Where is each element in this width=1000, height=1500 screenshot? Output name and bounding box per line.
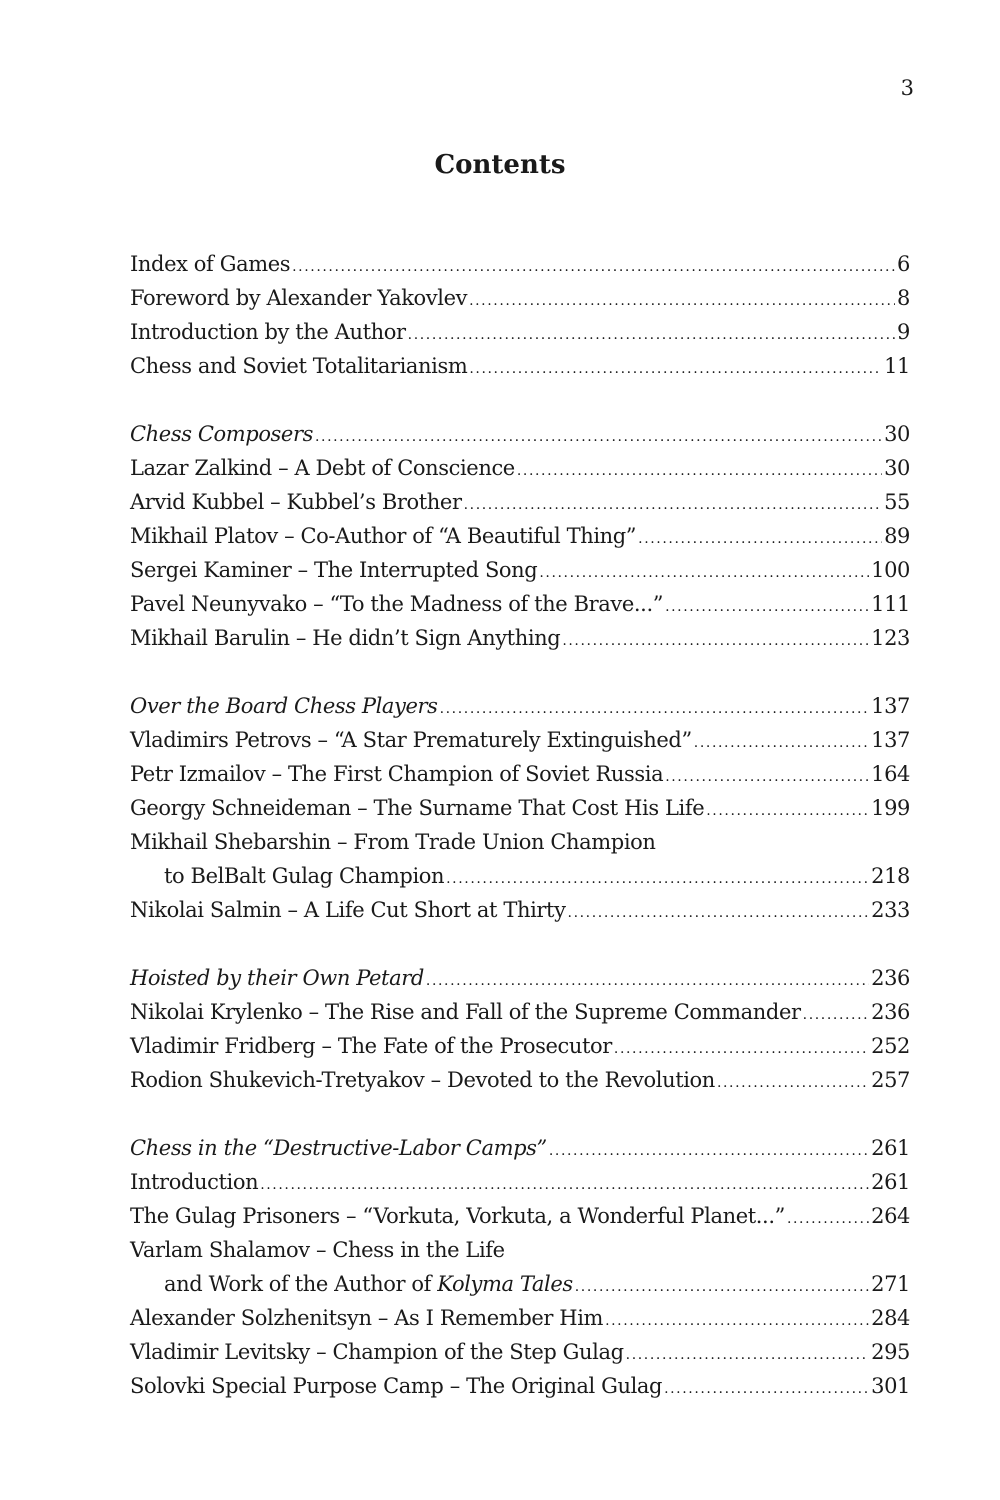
dot-leader <box>664 1372 869 1406</box>
toc-entry-title: Georgy Schneideman – The Surname That Cost His Life <box>130 796 705 820</box>
dot-leader <box>469 352 882 386</box>
toc-entry-title-line1[interactable]: Varlam Shalamov – Chess in the Life <box>130 1238 505 1262</box>
toc-entry[interactable] <box>130 1369 910 1403</box>
toc-entry-title: Alexander Solzhenitsyn – As I Remember Him <box>130 1306 604 1330</box>
toc-entry[interactable] <box>130 1335 910 1369</box>
book-title-italic: Kolyma Tales <box>437 1272 573 1296</box>
dot-leader <box>292 250 895 284</box>
dot-leader <box>539 556 869 590</box>
toc-entry-title: Vladimir Fridberg – The Fate of the Prosecutor <box>130 1034 612 1058</box>
toc-entry-page: 218 <box>871 864 910 888</box>
toc-entry-page: 233 <box>871 898 910 922</box>
toc-entry[interactable] <box>130 1267 910 1301</box>
toc-heading-title: Chess in the “Destructive-Labor Camps” <box>130 1136 547 1160</box>
toc-heading-page: 236 <box>871 966 910 990</box>
toc-entry-title: Foreword by Alexander Yakovlev <box>130 286 468 310</box>
toc-entry-page: 123 <box>871 626 910 650</box>
toc-entry-title: Rodion Shukevich-Tretyakov – Devoted to the Revolution <box>130 1068 715 1092</box>
toc-entry-title: Introduction <box>130 1170 259 1194</box>
dot-leader <box>665 590 869 624</box>
toc-entry[interactable] <box>130 587 910 621</box>
toc-entry-title-line2: to BelBalt Gulag Champion <box>164 864 445 888</box>
toc-entry[interactable] <box>130 1199 910 1233</box>
toc-section-heading[interactable] <box>130 1131 910 1165</box>
toc-entry[interactable] <box>130 1029 910 1063</box>
toc-entry-title: Introduction by the Author <box>130 320 406 344</box>
toc-heading-title: Hoisted by their Own Petard <box>130 966 424 990</box>
toc-entry[interactable] <box>130 757 910 791</box>
dot-leader <box>694 726 869 760</box>
toc-entry-title: Nikolai Salmin – A Life Cut Short at Thirty <box>130 898 566 922</box>
toc-entry-page: 295 <box>871 1340 910 1364</box>
toc-entry[interactable] <box>130 859 910 893</box>
toc-entry-page: 8 <box>897 286 910 310</box>
toc-entry-page: 301 <box>871 1374 910 1398</box>
toc-entry[interactable] <box>130 519 910 553</box>
toc-entry-title: Pavel Neunyvako – “To the Madness of the Brave...” <box>130 592 664 616</box>
toc-entry-title: Lazar Zalkind – A Debt of Conscience <box>130 456 515 480</box>
toc-heading-page: 261 <box>871 1136 910 1160</box>
toc-entry-title: Index of Games <box>130 252 291 276</box>
toc-entry[interactable] <box>130 1165 910 1199</box>
dot-leader <box>803 998 869 1032</box>
toc-section-labor-camps <box>130 1131 910 1403</box>
toc-entry-page: 137 <box>871 728 910 752</box>
toc-entry[interactable] <box>130 791 910 825</box>
toc-entry-title-prefix: and Work of the Author of <box>164 1272 438 1296</box>
toc-entry-page: 89 <box>884 524 910 548</box>
dot-leader <box>517 454 882 488</box>
toc-heading-page: 30 <box>884 422 910 446</box>
toc-section-over-the-board <box>130 689 910 927</box>
dot-leader <box>626 1338 869 1372</box>
toc-entry-title: Vladimirs Petrovs – “A Star Prematurely Extinguished” <box>130 728 692 752</box>
dot-leader <box>408 318 895 352</box>
toc-heading-title: Over the Board Chess Players <box>130 694 438 718</box>
toc-entry[interactable] <box>130 451 910 485</box>
toc-entry[interactable] <box>130 553 910 587</box>
toc-entry-page: 111 <box>871 592 910 616</box>
toc-entry-title: Petr Izmailov – The First Champion of Soviet Russia <box>130 762 664 786</box>
toc-entry-title: Mikhail Barulin – He didn’t Sign Anything <box>130 626 561 650</box>
dot-leader <box>464 488 882 522</box>
toc-entry[interactable] <box>130 315 910 349</box>
toc-entry-page: 252 <box>871 1034 910 1058</box>
dot-leader <box>440 692 870 726</box>
toc-entry[interactable] <box>130 281 910 315</box>
dot-leader <box>562 624 869 658</box>
toc-entry-title-line2 <box>164 1267 573 1301</box>
dot-leader <box>575 1270 869 1304</box>
dot-leader <box>549 1134 869 1168</box>
toc-entry-page: 271 <box>871 1272 910 1296</box>
toc-entry-page: 9 <box>897 320 910 344</box>
dot-leader <box>446 862 869 896</box>
toc-entry[interactable] <box>130 247 910 281</box>
toc-section-hoisted <box>130 961 910 1097</box>
dot-leader <box>787 1202 869 1236</box>
toc-entry-page: 236 <box>871 1000 910 1024</box>
dot-leader <box>315 420 882 454</box>
toc-entry-title: Solovki Special Purpose Camp – The Original Gulag <box>130 1374 663 1398</box>
toc-heading-title: Chess Composers <box>130 422 313 446</box>
dot-leader <box>605 1304 869 1338</box>
dot-leader <box>614 1032 869 1066</box>
page-number: 3 <box>900 76 914 100</box>
toc-heading-page: 137 <box>871 694 910 718</box>
dot-leader <box>706 794 869 828</box>
toc-entry-page: 284 <box>871 1306 910 1330</box>
toc-entry[interactable] <box>130 349 910 383</box>
toc-entry-page: 100 <box>871 558 910 582</box>
toc-section-heading[interactable] <box>130 689 910 723</box>
toc-section-chess-composers <box>130 417 910 655</box>
toc-section-front-matter <box>130 247 910 383</box>
dot-leader <box>260 1168 869 1202</box>
toc-entry-page: 257 <box>871 1068 910 1092</box>
toc-entry[interactable] <box>130 723 910 757</box>
toc-entry-page: 164 <box>871 762 910 786</box>
toc-entry-title: The Gulag Prisoners – “Vorkuta, Vorkuta, a Wonderful Planet...” <box>130 1204 785 1228</box>
toc-entry[interactable] <box>130 1301 910 1335</box>
page-title: Contents <box>434 150 566 180</box>
toc-entry-title: Mikhail Platov – Co-Author of “A Beautiful Thing” <box>130 524 637 548</box>
toc-entry[interactable] <box>130 621 910 655</box>
dot-leader <box>665 760 869 794</box>
toc-entry-page: 30 <box>884 456 910 480</box>
dot-leader <box>426 964 869 998</box>
toc-entry-page: 261 <box>871 1170 910 1194</box>
toc-entry-page: 55 <box>884 490 910 514</box>
dot-leader <box>638 522 882 556</box>
dot-leader <box>568 896 870 930</box>
toc-entry[interactable] <box>130 995 910 1029</box>
toc-entry-title-line1[interactable]: Mikhail Shebarshin – From Trade Union Champion <box>130 830 656 854</box>
toc-section-heading[interactable] <box>130 961 910 995</box>
toc-section-heading[interactable] <box>130 417 910 451</box>
dot-leader <box>469 284 895 318</box>
toc-entry-page: 11 <box>884 354 910 378</box>
toc-entry[interactable] <box>130 893 910 927</box>
toc-entry-title: Nikolai Krylenko – The Rise and Fall of the Supreme Commander <box>130 1000 801 1024</box>
toc-entry-page: 264 <box>871 1204 910 1228</box>
table-of-contents <box>130 247 910 1437</box>
toc-entry-title: Vladimir Levitsky – Champion of the Step Gulag <box>130 1340 624 1364</box>
toc-entry[interactable] <box>130 485 910 519</box>
toc-entry[interactable] <box>130 1063 910 1097</box>
toc-entry-title: Sergei Kaminer – The Interrupted Song <box>130 558 538 582</box>
toc-entry-page: 199 <box>871 796 910 820</box>
toc-entry-page: 6 <box>897 252 910 276</box>
dot-leader <box>717 1066 869 1100</box>
toc-entry-title: Chess and Soviet Totalitarianism <box>130 354 468 378</box>
toc-entry-title: Arvid Kubbel – Kubbel’s Brother <box>130 490 462 514</box>
